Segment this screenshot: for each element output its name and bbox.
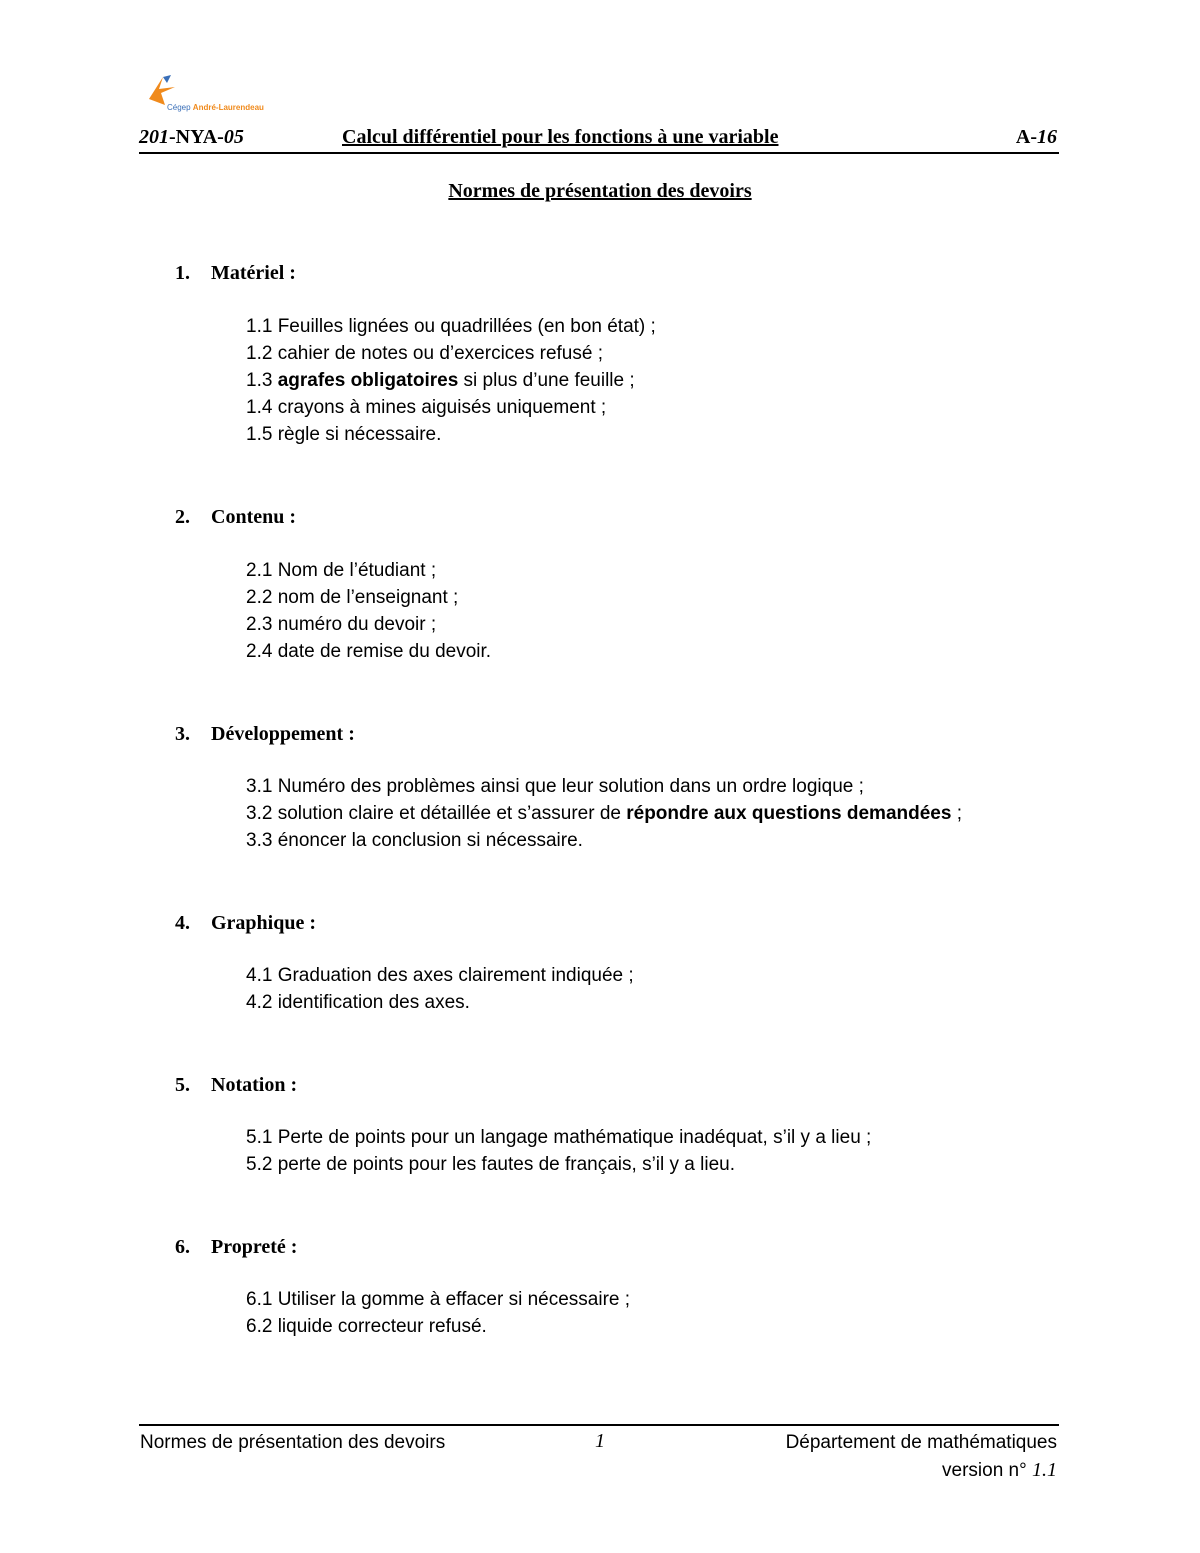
item-number: 3.2 (246, 803, 273, 824)
list-item (246, 803, 962, 825)
list-item (246, 316, 656, 338)
item-number: 3.3 (246, 830, 273, 851)
item-text-bold: agrafes obligatoires (277, 370, 459, 391)
list-item (246, 776, 864, 798)
item-text: Perte de points pour un langage mathématique inadéquat, s’il y a lieu ; (277, 1127, 872, 1148)
list-item (246, 1127, 871, 1149)
item-number: 2.4 (246, 641, 273, 662)
item-text: Numéro des problèmes ainsi que leur solution dans un ordre logique ; (277, 776, 864, 797)
section-heading (175, 1236, 297, 1259)
section-heading (175, 723, 355, 746)
logo-text (167, 103, 264, 112)
item-number: 2.3 (246, 614, 273, 635)
section-number: 5. (175, 1074, 190, 1096)
section-heading (175, 262, 296, 285)
item-text: date de remise du devoir. (277, 641, 492, 662)
list-item (246, 560, 436, 582)
item-text: cahier de notes ou d’exercices refusé ; (277, 343, 603, 364)
item-number: 6.1 (246, 1289, 273, 1310)
page-number: 1 (595, 1430, 605, 1452)
item-text-rest: ; (956, 803, 962, 824)
course-header (139, 124, 1059, 154)
section-title: Propreté : (211, 1236, 298, 1258)
item-number: 4.1 (246, 965, 273, 986)
item-text: crayons à mines aiguisés uniquement ; (277, 397, 607, 418)
item-text: Utiliser la gomme à effacer si nécessaire ; (277, 1289, 631, 1310)
section-title: Graphique : (211, 912, 317, 934)
section-heading (175, 506, 296, 529)
list-item (246, 587, 458, 609)
item-text: si plus d’une feuille ; (463, 370, 635, 391)
course-code-part-c: 05 (223, 126, 244, 148)
course-term-part-a: A- (1015, 126, 1037, 148)
list-item (246, 965, 634, 987)
list-item (246, 830, 583, 852)
section-number: 2. (175, 506, 190, 528)
section-title: Notation : (211, 1074, 298, 1096)
version-number: 1.1 (1032, 1459, 1057, 1481)
list-item (246, 992, 470, 1014)
list-item (246, 343, 603, 365)
item-number: 1.5 (246, 424, 273, 445)
course-code (139, 126, 244, 149)
section-number: 3. (175, 723, 190, 745)
footer-department: Département de mathématiques (785, 1432, 1057, 1453)
list-item (246, 424, 441, 446)
item-text: solution claire et détaillée et s’assurer de (277, 803, 621, 824)
section-number: 6. (175, 1236, 190, 1258)
list-item (246, 397, 606, 419)
course-term (1016, 126, 1057, 149)
section-number: 4. (175, 912, 190, 934)
item-number: 2.2 (246, 587, 273, 608)
college-logo (145, 73, 265, 115)
version-label: version n° (942, 1460, 1027, 1481)
item-text: Feuilles lignées ou quadrillées (en bon état) ; (277, 316, 656, 337)
item-number: 4.2 (246, 992, 273, 1013)
logo-star-icon (145, 73, 181, 107)
course-code-part-a: 201 (139, 126, 169, 148)
footer-document-title: Normes de présentation des devoirs (140, 1432, 446, 1453)
item-number: 6.2 (246, 1316, 273, 1337)
item-number: 2.1 (246, 560, 273, 581)
list-item (246, 641, 491, 663)
item-text-bold: répondre aux questions demandées (626, 803, 952, 824)
section-number: 1. (175, 262, 190, 284)
list-item (246, 1289, 630, 1311)
course-title: Calcul différentiel pour les fonctions à une variable (342, 126, 779, 148)
item-number: 5.2 (246, 1154, 273, 1175)
item-text: Nom de l’étudiant ; (277, 560, 437, 581)
section-title: Contenu : (211, 506, 297, 528)
item-number: 1.1 (246, 316, 273, 337)
item-text: nom de l’enseignant ; (277, 587, 459, 608)
item-number: 1.2 (246, 343, 273, 364)
item-number: 3.1 (246, 776, 273, 797)
item-text: perte de points pour les fautes de français, s’il y a lieu. (277, 1154, 736, 1175)
item-text: règle si nécessaire. (277, 424, 442, 445)
section-title: Matériel : (211, 262, 296, 284)
item-text: numéro du devoir ; (277, 614, 437, 635)
item-text: Graduation des axes clairement indiquée ; (277, 965, 634, 986)
section-heading (175, 912, 316, 935)
course-term-part-b: 16 (1037, 126, 1057, 148)
document-title: Normes de présentation des devoirs (448, 180, 752, 202)
item-number: 1.4 (246, 397, 273, 418)
logo-text-prefix: Cégep (167, 103, 193, 112)
course-code-part-b: -NYA- (169, 126, 224, 148)
list-item (246, 1154, 735, 1176)
item-text: liquide correcteur refusé. (277, 1316, 487, 1337)
section-heading (175, 1074, 297, 1097)
item-number: 5.1 (246, 1127, 273, 1148)
section-title: Développement : (211, 723, 355, 745)
item-text: énoncer la conclusion si nécessaire. (277, 830, 583, 851)
item-number: 1.3 (246, 370, 273, 391)
footer-divider (139, 1424, 1059, 1426)
logo-text-name: André-Laurendeau (192, 103, 264, 112)
footer-version (942, 1459, 1057, 1482)
list-item (246, 614, 436, 636)
list-item (246, 1316, 487, 1338)
item-text: identification des axes. (277, 992, 470, 1013)
list-item (246, 370, 635, 392)
